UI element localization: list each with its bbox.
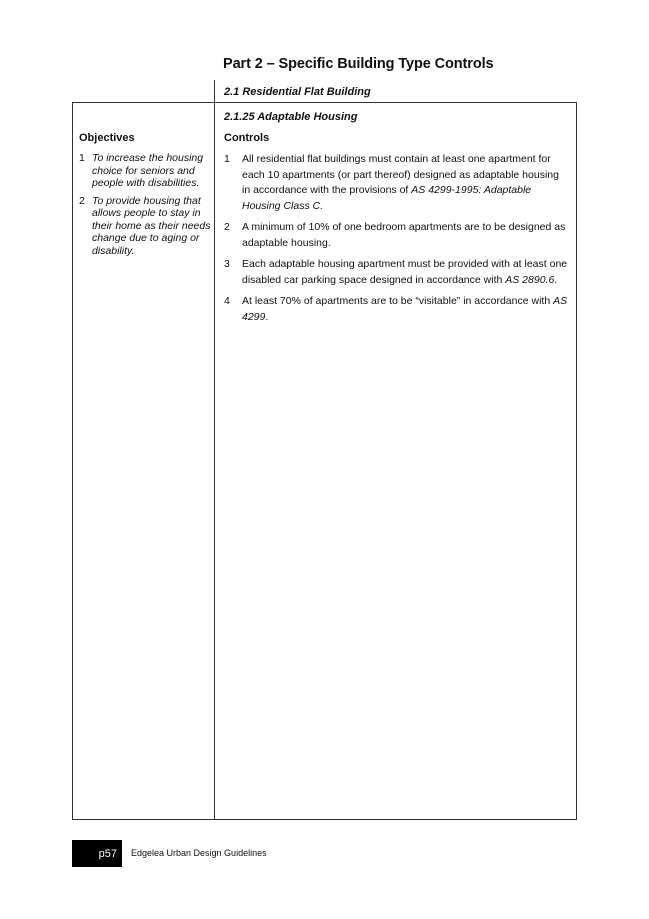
footer-document-title: Edgelea Urban Design Guidelines — [131, 848, 267, 858]
standard-reference: AS 2890.6 — [505, 273, 555, 286]
controls-list — [224, 152, 569, 331]
control-item — [224, 294, 569, 325]
control-text-tail: . — [320, 199, 324, 212]
control-number: 2 — [224, 221, 230, 233]
subsection-title: 2.1.25 Adaptable Housing — [224, 111, 358, 123]
objective-item — [79, 152, 211, 190]
objective-text: To provide housing that allows people to stay in their home as their needs change due to aging or disability. — [92, 194, 211, 257]
objectives-list — [79, 152, 211, 262]
control-number: 3 — [224, 258, 230, 270]
objective-number: 1 — [79, 152, 85, 164]
objective-text: To increase the housing choice for seniors and people with disabilities. — [92, 152, 204, 189]
objective-item — [79, 195, 211, 258]
control-text: All residential flat buildings must contain at least one apartment for each 10 apartments (or part thereof) designed as adaptable housing in accordance with the provisions of — [242, 153, 559, 196]
control-item — [224, 220, 569, 251]
objectives-heading: Objectives — [79, 132, 135, 144]
part-title: Part 2 – Specific Building Type Controls — [223, 56, 494, 72]
page-number-badge — [72, 840, 122, 867]
controls-heading: Controls — [224, 132, 270, 144]
standard-reference: AS 4299 — [242, 295, 568, 323]
column-divider — [214, 102, 215, 820]
objective-number: 2 — [79, 194, 85, 207]
section-title: 2.1 Residential Flat Building — [224, 86, 371, 98]
control-text-tail: . — [554, 273, 558, 286]
column-divider-top — [214, 80, 215, 102]
control-text: At least 70% of apartments are to be “visitable” in accordance with — [242, 295, 554, 307]
control-text: Each adaptable housing apartment must be provided with at least one disabled car parking space designed in accordance with — [242, 258, 568, 286]
standard-reference: AS 4299-1995: Adaptable Housing Class C — [242, 184, 532, 212]
control-text: A minimum of 10% of one bedroom apartments are to be designed as adaptable housing. — [242, 221, 566, 249]
control-text-wrap — [242, 152, 569, 214]
control-item — [224, 152, 569, 214]
control-number: 1 — [224, 153, 230, 165]
control-number: 4 — [224, 295, 230, 307]
control-text-wrap — [242, 257, 569, 288]
page-number: p57 — [98, 847, 117, 860]
control-text-wrap — [242, 294, 569, 325]
control-text-tail: . — [265, 310, 269, 323]
control-item — [224, 257, 569, 288]
